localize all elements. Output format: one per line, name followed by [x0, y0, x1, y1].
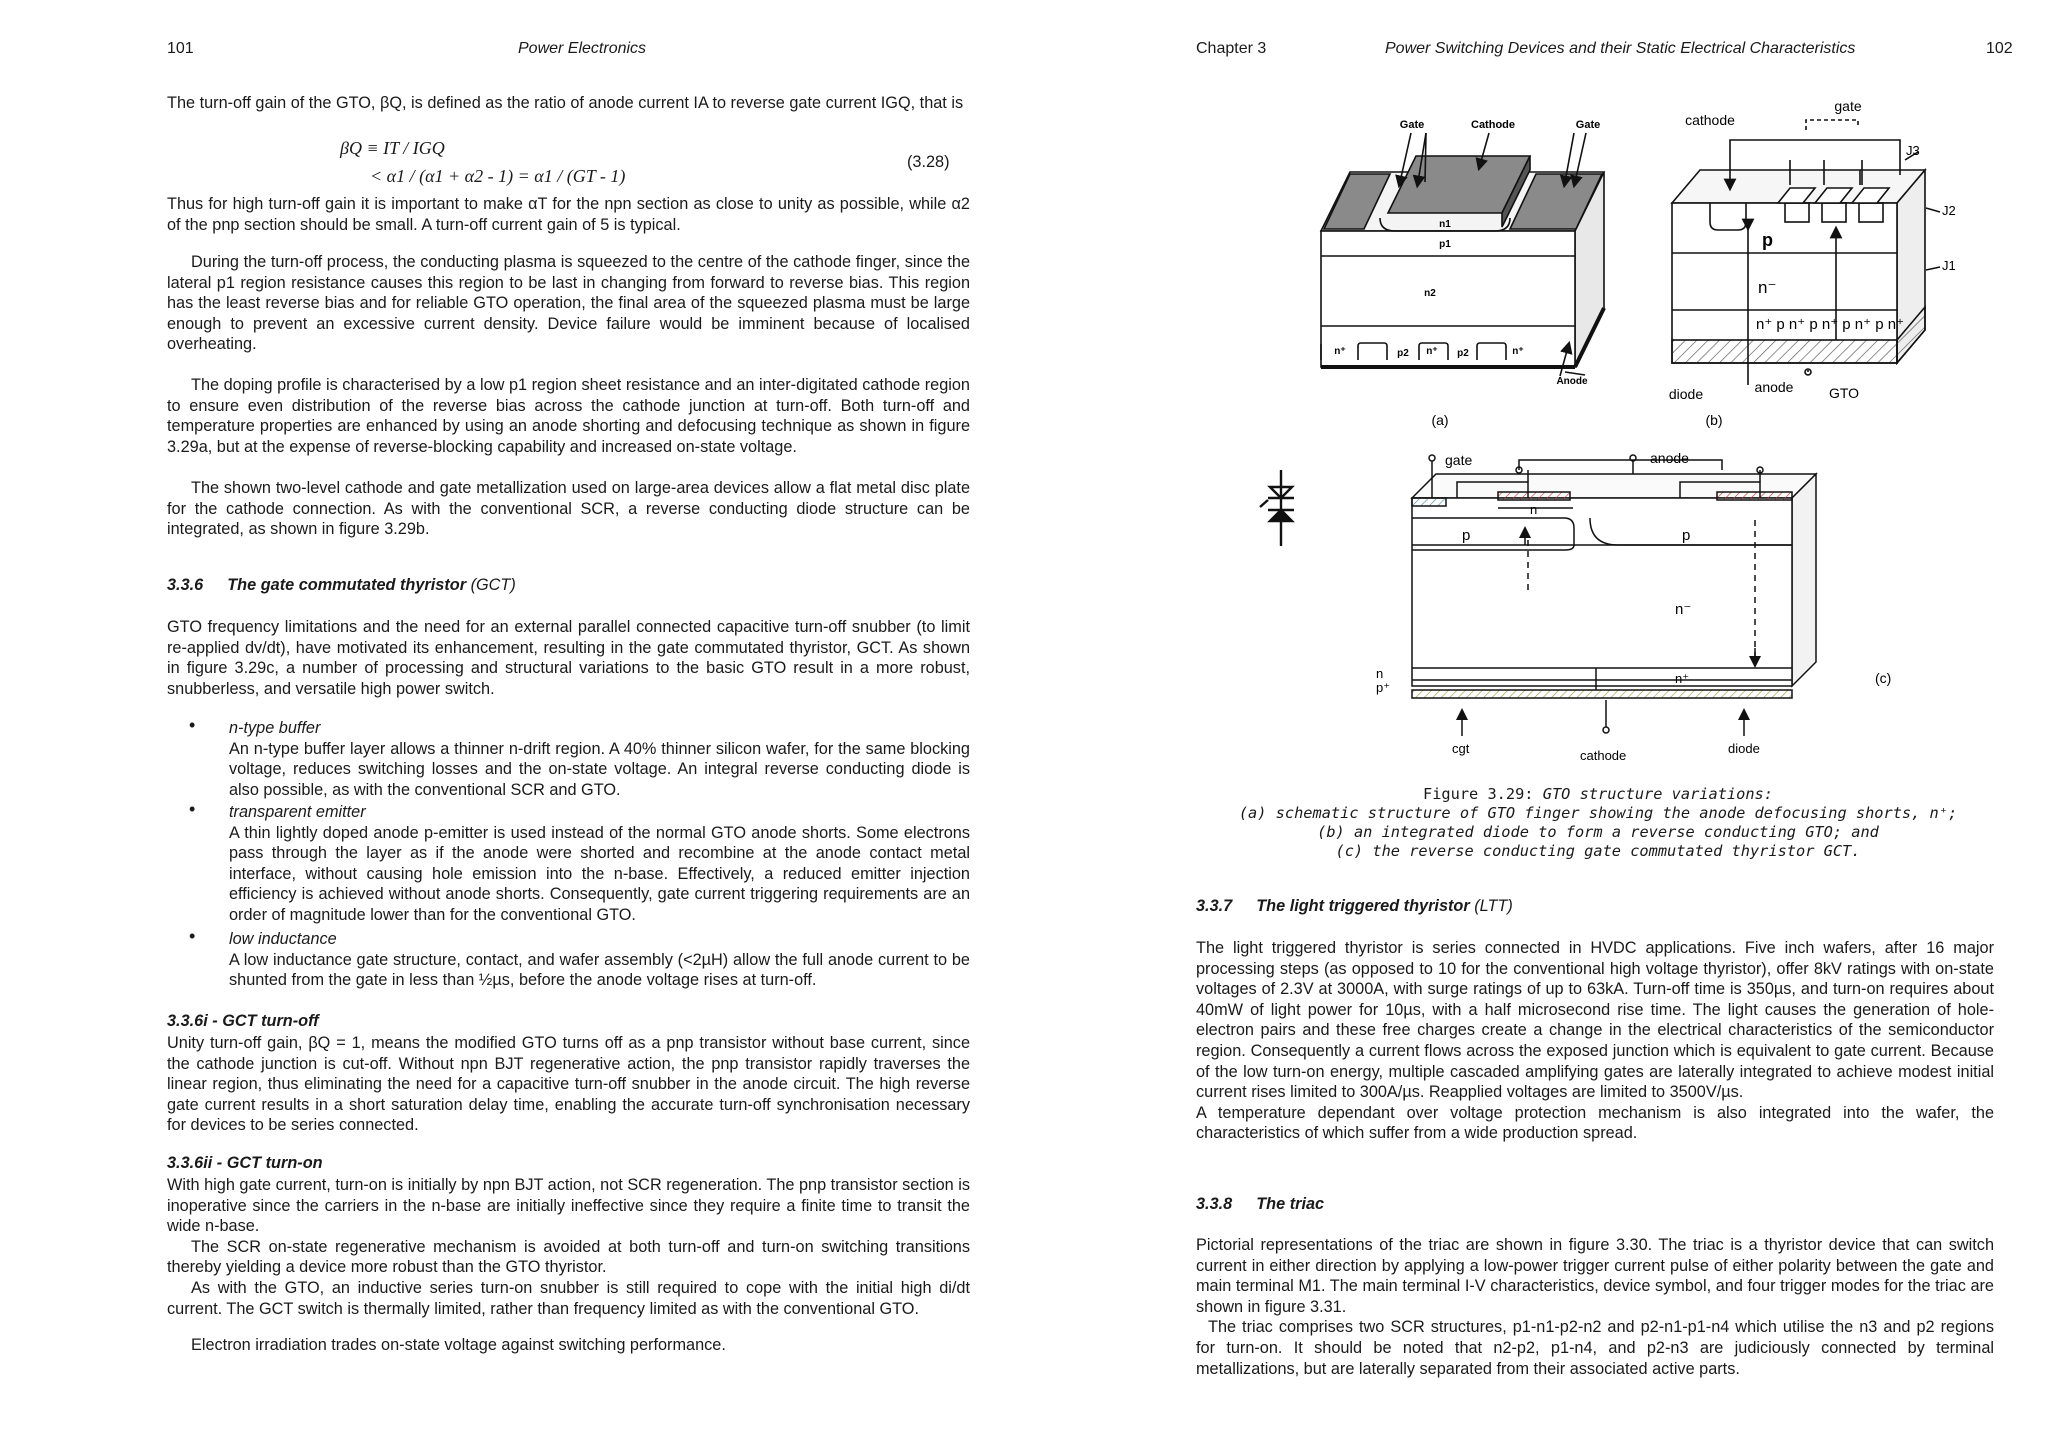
para-plasma: During the turn-off process, the conducting plasma is squeezed to the centre of the cathode finger, since the lateral p1 region resistance causes this region to be last in changing from forward to reverse bias. This region has the least reverse bias and for reliable GTO operation, the final area of the squeezed plasma must be large enough to prevent an excessive current density. Device failure would be imminent because of localised overheating. — [167, 253, 970, 354]
fig-c-label-nminus: n⁻ — [1675, 601, 1692, 618]
fig-a-label-nplus: n⁺ — [1426, 346, 1438, 357]
fig-b-label-diode: diode — [1668, 386, 1704, 402]
fig-b-label-p: p — [1762, 230, 1773, 250]
fig-c-label-n: n — [1530, 502, 1538, 517]
equation-line-1: βQ ≡ IT / IGQ — [340, 138, 445, 158]
fig-a-label-anode: Anode — [1556, 376, 1588, 387]
fig-b-label-j3: J3 — [1906, 143, 1920, 158]
fig-c-label-gate: gate — [1445, 452, 1473, 468]
fig-c-label-cathode: cathode — [1580, 748, 1627, 763]
intro-paragraph: The turn-off gain of the GTO, βQ, is defined as the ratio of anode current IA to reverse gate current IGQ, that is — [167, 94, 964, 112]
para-gct: GTO frequency limitations and the need for an external parallel connected capacitive turn-off snubber (to limit re-applied dv/dt), have motivated its enhancement, resulting in the gate commutated thyristor, GCT. As shown in figure 3.29c, a number of processing and structural variations to the basic GTO result in a more robust, snubberless, and versatile high power switch. — [167, 618, 970, 698]
fig-b-label-nminus: n⁻ — [1758, 278, 1777, 297]
page-number-right: 102 — [1986, 40, 2013, 57]
bullet-n-type-buffer: n-type buffer An n-type buffer layer allows a thinner n-drift region. A 40% thinner silicon wafer, for the same blocking voltage, reduces switching losses and the on-state voltage. An integral reverse conducting diode is also possible, as with the conventional SCR and GTO. — [229, 719, 970, 799]
caption-title-italic: GTO structure variations: — [1542, 785, 1773, 803]
fig-c-label-anode: anode — [1650, 450, 1689, 466]
fig-b-label-gto: GTO — [1828, 385, 1860, 401]
fig-c-label-n-side: n — [1376, 666, 1384, 681]
section-3-3-8-heading: 3.3.8 The triac — [1196, 1195, 1325, 1213]
fig-a-label-nplus: n⁺ — [1512, 346, 1524, 357]
bullet-transparent-emitter: transparent emitter A thin lightly doped anode p-emitter is used instead of the normal GTO anode shorts. Some electrons pass through the layer as if the anode were shorted and recombine at the anode contact metal interface, without causing hole emission into the n-base. Effectively, a reduced emitter injection efficiency is achieved without anode shorts. Consequently, gate current triggering requirements are an order of magnitude lower than for the conventional GTO. — [229, 803, 970, 924]
bullet-dot: • — [189, 926, 196, 946]
para-triac: Pictorial representations of the triac are shown in figure 3.30. The triac is a thyristor device that can switch current in either direction by applying a low-power trigger current pulse of either polarity between the gate and main terminal M1. The main terminal I-V characteristics, device symbol, and four trigger modes for the triac are shown in figure 3.31. The triac comprises two SCR structures, p1-n1-p2-n2 and p2-n1-p1-n4 which utilise the n3 and p2 regions for turn-on. It should be noted that n2-p2, p1-n4, and p2-n3 are judiciously connected by terminal metallizations, but are laterally separated from their associated active parts. — [1196, 1236, 1994, 1378]
fig-a-label-gate-right: Gate — [1575, 119, 1601, 131]
fig-a-label-cathode: Cathode — [1471, 119, 1515, 131]
fig-b-label-j1: J1 — [1942, 258, 1956, 273]
figure-a-gto-finger — [1321, 133, 1604, 375]
fig-c-label-p-left: p — [1462, 527, 1471, 544]
running-title-left: Power Electronics — [518, 40, 647, 57]
fig-b-label-j2: J2 — [1942, 203, 1956, 218]
gct-device-symbol — [1260, 470, 1294, 546]
bullet-dot: • — [189, 715, 196, 735]
fig-a-label-nplus: n⁺ — [1334, 346, 1346, 357]
fig-b-label-cathode: cathode — [1685, 112, 1735, 128]
fig-c-label-diode: diode — [1728, 741, 1760, 756]
bullet-dot: • — [189, 799, 196, 819]
running-title-right: Power Switching Devices and their Static Electrical Characteristics — [1385, 40, 1856, 57]
heading-3-3-6i: 3.3.6i - GCT turn-off — [167, 1012, 319, 1030]
caption-a: (a) schematic structure of GTO finger showing the anode defocusing shorts, n⁺; — [1238, 804, 1958, 822]
fig-c-label-p-side: p⁺ — [1376, 680, 1391, 695]
para-gain: Thus for high turn-off gain it is important to make αT for the npn section as close to unity as possible, while α2 of the pnp section should be small. A turn-off current gain of 5 is typical. — [167, 195, 970, 234]
para-gct-turn-on: With high gate current, turn-on is initially by npn BJT action, not SCR regeneration. The pnp transistor section is inoperative since the carriers in the n-base are initially ineffective since they require a finite time to transit the wide n-base. The SCR on-state regenerative mechanism is avoided at both turn-off and turn-on switching transitions thereby yielding a device more robust than the GTO thyristor. As with the GTO, an inductive series turn-on snubber is still required to cope with the initial high di/dt current. The GCT switch is thermally limited, rather than frequency limited as with the conventional GTO. — [167, 1176, 971, 1318]
figure-b-rc-gto — [1672, 120, 1940, 385]
bullet-low-inductance: low inductance A low inductance gate structure, contact, and wafer assembly (<2µH) allow the full anode current to be shunted from the gate in less than ½µs, before the anode voltage rises at turn-off. — [229, 930, 970, 990]
fig-b-label-nplus-row: n⁺ p n⁺ p n⁺ p n⁺ p n⁺ — [1756, 316, 1905, 333]
fig-b-label-anode: anode — [1754, 379, 1794, 395]
figure-3-29-caption — [1208, 785, 1988, 861]
equation-number: (3.28) — [907, 153, 950, 171]
caption-title: Figure 3.29: — [1423, 785, 1534, 803]
caption-b: (b) an integrated diode to form a reverse conducting GTO; and — [1317, 823, 1879, 841]
section-3-3-6-heading: 3.3.6 The gate commutated thyristor (GCT) — [167, 576, 516, 594]
fig-c-label-p-right: p — [1682, 527, 1691, 544]
para-irradiation: Electron irradiation trades on-state voltage against switching performance. — [191, 1336, 726, 1354]
fig-b-label-gate: gate — [1834, 98, 1862, 114]
fig-c-tag: (c) — [1875, 670, 1892, 686]
page-number-left: 101 — [167, 40, 194, 57]
para-doping: The doping profile is characterised by a low p1 region sheet resistance and an inter-digitated cathode region to ensure even distribution of the reverse bias across the cathode junction at turn-off. Both turn-off and temperature properties are enhanced by using an anode shorting and defocusing technique as shown in figure 3.29a, but at the expense of reverse-blocking capability and increased on-state voltage. — [167, 376, 970, 456]
fig-c-label-nplus: n⁺ — [1675, 671, 1690, 686]
heading-3-3-6ii: 3.3.6ii - GCT turn-on — [167, 1154, 323, 1172]
fig-a-tag: (a) — [1431, 412, 1449, 428]
fig-a-label-p1: p1 — [1439, 239, 1451, 250]
para-metallization: The shown two-level cathode and gate metallization used on large-area devices allow a flat metal disc plate for the cathode connection. As with the conventional SCR, a reverse conducting diode structure can be integrated, as shown in figure 3.29b. — [167, 479, 970, 539]
chapter-label: Chapter 3 — [1196, 40, 1267, 57]
fig-b-tag: (b) — [1705, 412, 1723, 428]
fig-a-label-p2: p2 — [1457, 348, 1469, 359]
figure-c-gct-structure — [1412, 455, 1816, 736]
fig-a-label-n2: n2 — [1424, 288, 1436, 299]
para-gct-turn-off: Unity turn-off gain, βQ = 1, means the modified GTO turns off as a pnp transistor without base current, since the cathode junction is cut-off. Without npn BJT regenerative action, the pnp transistor rapidly traverses the linear region, thus eliminating the need for a capacitive turn-off snubber in the anode circuit. The high reverse gate current results in a short saturation delay time, enabling the accurate turn-off synchronisation necessary for devices to be series connected. — [167, 1034, 970, 1135]
fig-c-label-cgt: cgt — [1452, 741, 1470, 756]
para-ltt: The light triggered thyristor is series connected in HVDC applications. Five inch wafers, after 16 major processing steps (as opposed to 10 for the conventional high voltage thyristor), offer 8kV ratings with on-state voltages of 2.3V at 3000A, with surge ratings of up to 63kA. Turn-off time is 350µs, and turn-on requires about 40mW of light power for 10µs, with a half microsecond rise time. The light causes the generation of hole-electron pairs and these free charges create a change in the electrical characteristics of the semiconductor region. Consequently a current flows across the exposed junction which is equivalent to gate current. Because of the low turn-on energy, multiple cascaded amplifying gates are laterally integrated to achieve modest initial current rises limited to 300A/µs. Reapplied voltages are limited to 3500V/µs. A temperature dependant over voltage protection mechanism is also integrated into the wafer, the characteristics of which suffer from a wide production spread. — [1196, 939, 1994, 1143]
section-3-3-7-heading: 3.3.7 The light triggered thyristor (LTT) — [1196, 897, 1513, 915]
fig-a-label-n1: n1 — [1439, 219, 1451, 230]
fig-a-label-p2: p2 — [1397, 348, 1409, 359]
equation-line-2: < α1 / (α1 + α2 - 1) = α1 / (GT - 1) — [370, 166, 626, 186]
caption-c: (c) the reverse conducting gate commutated thyristor GCT. — [1335, 842, 1861, 860]
fig-a-label-gate-left: Gate — [1399, 119, 1425, 131]
